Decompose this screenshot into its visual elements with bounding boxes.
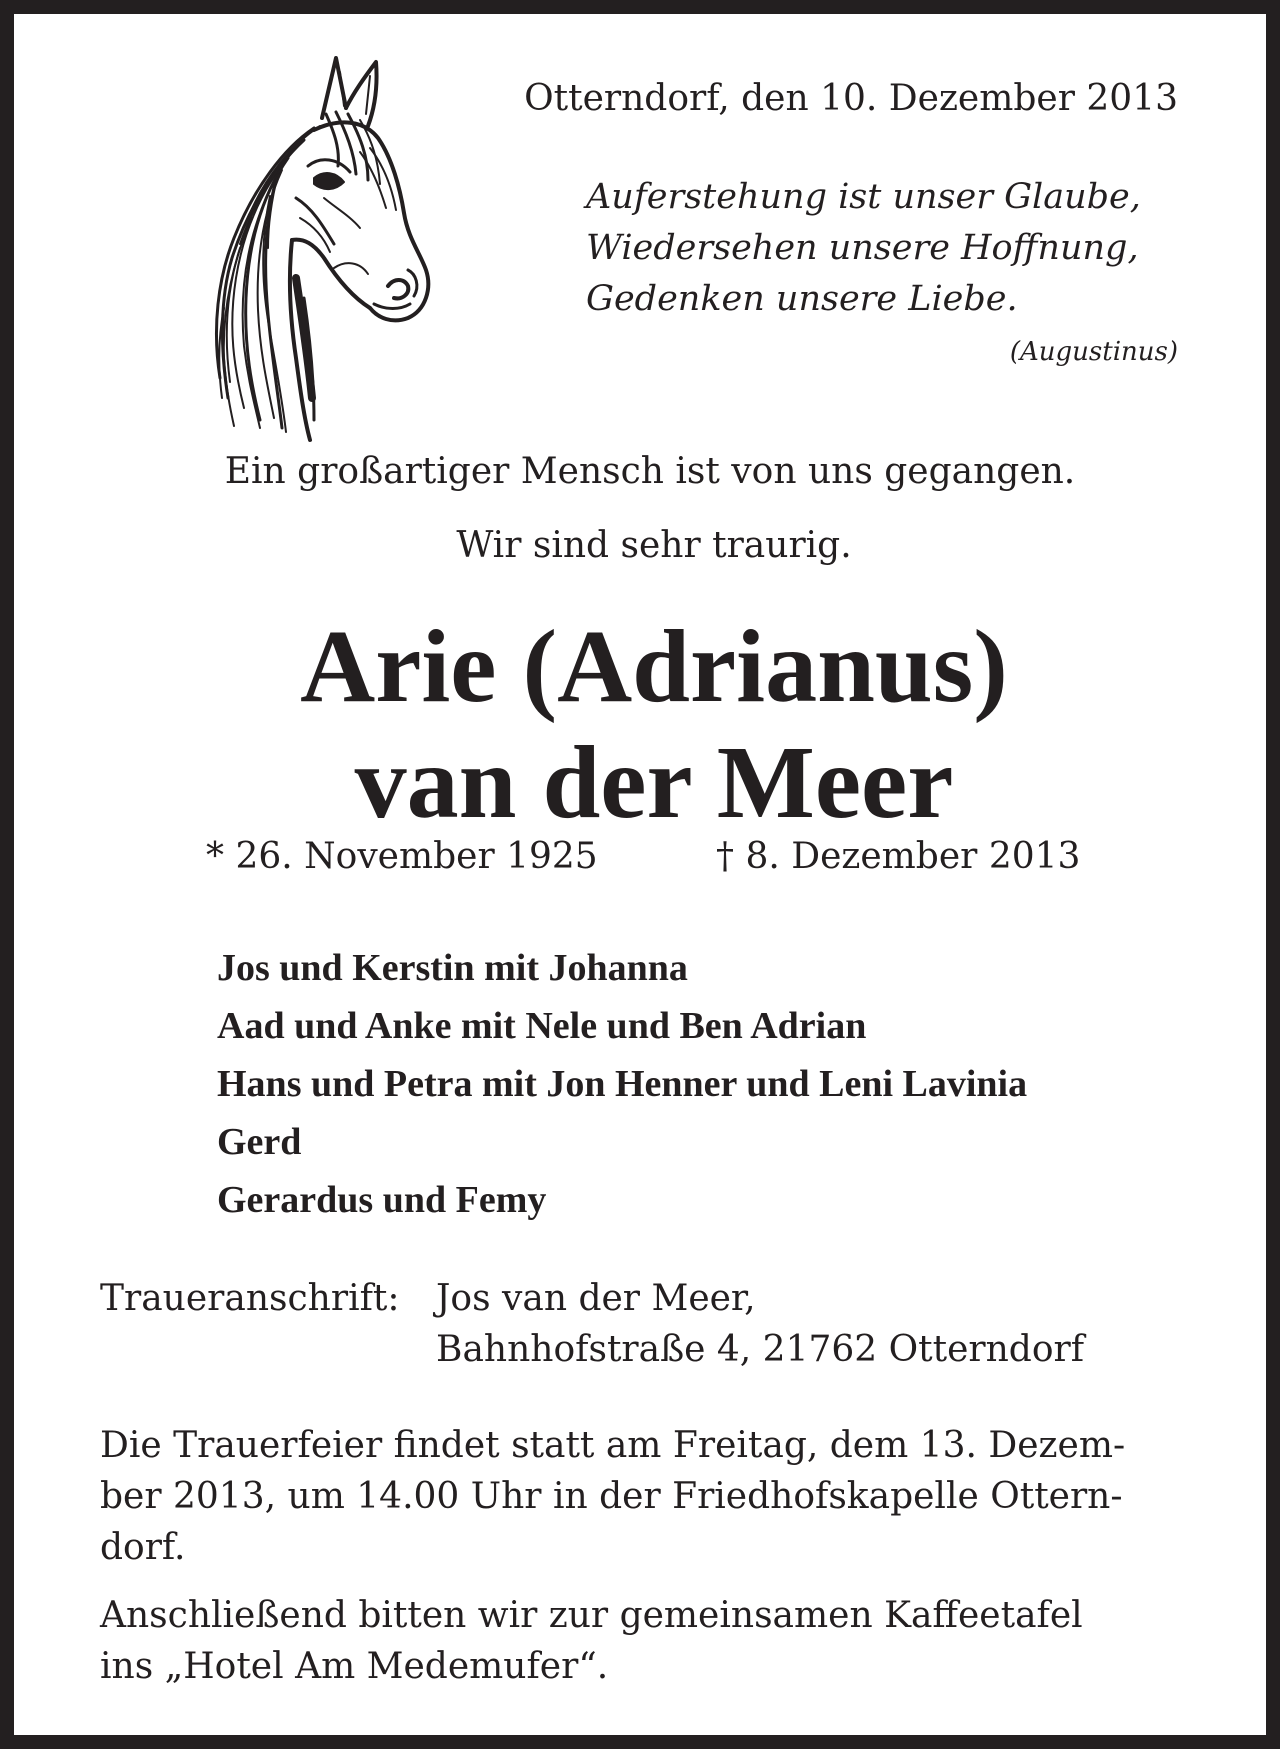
birth-date: * 26. November 1925 [206,836,598,877]
intro-line-2: Wir sind sehr traurig. [456,525,852,566]
quote-author: (Augustinus) [1009,337,1178,367]
family-member-line: Gerd [217,1121,302,1163]
ceremony-line-3: dorf. [100,1527,186,1568]
family-member-line: Jos und Kerstin mit Johanna [217,947,688,989]
place-date: Otterndorf, den 10. Dezember 2013 [524,78,1178,119]
intro-line-1-text: Ein großartiger Mensch ist von uns gegangen. [224,451,1076,492]
address-line-2: Bahnhofstraße 4, 21762 Otterndorf [436,1329,1085,1370]
ceremony-line-2: ber 2013, um 14.00 Uhr in der Friedhofskapelle Ottern- [100,1476,1123,1517]
quote-line-2: Wiedersehen unsere Hoffnung, [586,228,1139,268]
family-list [217,939,1027,1229]
family-member-line: Aad und Anke mit Nele und Ben Adrian [217,1005,867,1047]
reception-line-1: Anschließend bitten wir zur gemeinsamen Kaffeetafel [100,1595,1083,1636]
deceased-name-line-1: Arie (Adrianus) [300,609,1008,724]
family-member-line: Hans und Petra mit Jon Henner und Leni Lavinia [217,1063,1028,1105]
quote-line-3: Gedenken unsere Liebe. [586,279,1018,319]
ceremony-line-1: Die Trauerfeier findet statt am Freitag, dem 13. Dezem- [100,1425,1126,1466]
death-date: † 8. Dezember 2013 [716,836,1081,877]
address-line-1: Jos van der Meer, [436,1278,756,1319]
reception-line-2: ins „Hotel Am Medemufer“. [100,1646,609,1687]
family-member-line: Gerardus und Femy [217,1179,547,1221]
intro-line-1 [14,451,1280,492]
quote-line-1: Auferstehung ist unser Glaube, [586,177,1141,217]
address-label: Traueranschrift: [100,1278,400,1319]
deceased-name-line-2: van der Meer [354,725,954,840]
horse-head-icon [164,48,464,443]
